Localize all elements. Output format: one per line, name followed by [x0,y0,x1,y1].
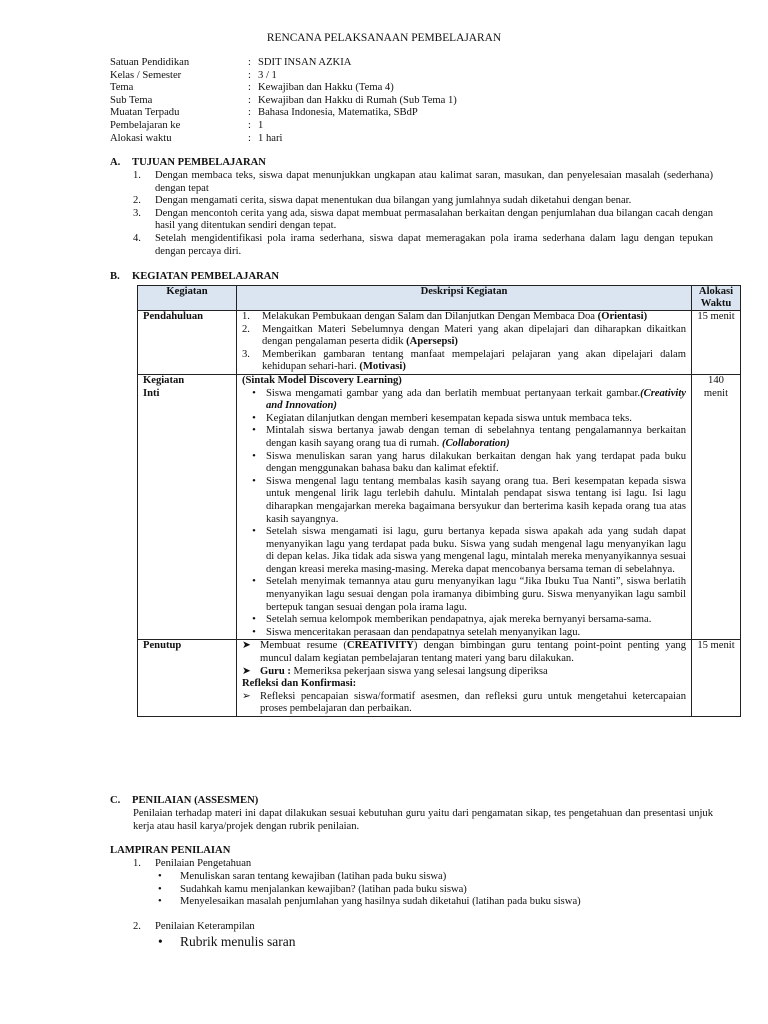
item-text: Memeriksa pekerjaan siswa yang selesai langsung diperiksa [290,665,548,677]
objective-item [133,233,713,258]
sub-label: Penilaian Keterampilan [155,921,255,932]
item-number: 2. [242,323,250,335]
list-item: • Setelah semua kelompok memberikan pendapatnya, ajak mereka bernyanyi bersama-sama. [252,614,652,626]
item-text: Dengan mengamati cerita, siswa dapat menentukan dua bilangan yang jumlahnya sudah diketahui dengan benar. [155,195,632,207]
item-text: Rubrik menulis saran [180,934,296,949]
list-item: • Setelah menyimak temannya atau guru menyanyikan lagu “Jika Ibuku Tua Nanti”, siswa berlatih menyanyikan lagu sesuai dengan pola iramanya dibimbing guru. Siswa menyanyikan lagu sambil bertepuk tangan sesuai dengan pola irama lagu. [252,576,686,613]
item-tag: Guru : [260,665,291,677]
item-text: Siswa menuliskan saran yang harus dilakukan berkaitan dengan hak yang terdapat pada buku dengan menggunakan bahasa baku dan kalimat efektif. [266,450,686,475]
pendahuluan-description [237,311,692,375]
item-text: Dengan membaca teks, siswa dapat menunjukkan ungkapan atau kalimat saran, masukan, dan penyelesaian masalah (sederhana) dengan tepat [155,170,713,194]
identity-value: 1 [258,119,264,131]
item-text: Refleksi pencapaian siswa/formatif asesmen, dan refleksi guru untuk mengetahui ketercapaian proses pembelajaran dan perbaikan. [260,690,686,715]
item-number: 1. [133,170,141,181]
objective-item [133,170,713,195]
list-item: • Siswa menceritakan perasaan dan pendapatnya setelah menyanyikan lagu. [252,626,581,638]
objective-item [133,208,713,233]
identity-label: Alokasi waktu [110,132,172,144]
list-item: • Sudahkah kamu menjalankan kewajiban? (latihan pada buku siswa) [158,883,467,895]
arrow-icon: ➤ [242,665,251,677]
item-text: Kegiatan dilanjutkan dengan memberi kesempatan kepada siswa untuk membaca teks. [266,412,632,424]
item-text: Sudahkah kamu menjalankan kewajiban? (latihan pada buku siswa) [180,883,467,895]
list-item: • Rubrik menulis saran [158,934,296,949]
item-number: 4. [133,232,141,244]
section-letter: C. [110,795,121,806]
item-tag: (Orientasi) [597,311,648,322]
inti-heading: (Sintak Model Discovery Learning) [242,374,402,386]
identity-block [110,57,457,145]
item-number: 3. [133,207,141,219]
item-text: Siswa mengamati gambar yang ada dan berlatih membuat pertanyaan terkait gambar. [266,387,641,399]
identity-row: Tema : Kewajiban dan Hakku (Tema 4) [110,82,394,94]
section-a-heading [110,157,266,170]
item-text: Siswa menceritakan perasaan dan pendapatnya setelah menyanyikan lagu. [266,626,581,638]
list-item [242,349,686,374]
arrow-outline-icon: ➢ [242,690,251,702]
item-text: Melakukan Pembukaan dengan Salam dan Dilanjutkan Dengan Membaca Doa [262,311,598,322]
item-text: Memberikan gambaran tentang manfaat mempelajari pelajaran yang akan dipelajari dalam kehidupan sehari-hari. [262,348,686,373]
item-text: Setelah mengidentifikasi pola irama sederhana, siswa dapat memeragakan pola irama sederhana dalam lagu dengan tepukan dengan percaya diri. [155,232,713,257]
lampiran-sub-1 [133,858,251,871]
phase-label: Inti [143,387,160,399]
list-item: • Menuliskan saran tentang kewajiban (latihan pada buku siswa) [158,871,447,882]
identity-label: Pembelajaran ke [110,119,181,131]
header-kegiatan: Kegiatan [138,286,237,311]
item-text: ) dengan bimbingan guru tentang point-point penting yang muncul dalam kegiatan pembelajaran tentang materi yang baru dilakukan. [260,640,686,665]
list-item [242,691,686,716]
identity-value: Bahasa Indonesia, Matematika, SBdP [258,107,418,119]
table-header-row [138,286,741,311]
item-text: Mintalah siswa bertanya jawab dengan teman di sebelahnya tentang pengalamannya berkaitan dengan kasih sayang orang tua di rumah. [266,425,686,449]
identity-label: Muatan Terpadu [110,107,180,119]
inti-description [237,374,692,639]
item-text: Setelah siswa mengamati isi lagu, guru bertanya kepada siswa apakah ada yang sudah dapat menyanyikan lagu yang terdapat pada buku. Siswa yang sudah mengenal lagu menyanyikan lagu di depan kelas. Jika tidak ada siswa yang mengenal lagu, mintalah mereka menyanyikannya sesuai dengan kreasi mereka masing-masing. Mereka dapat mencobanya bersama teman di sebelahnya. [266,526,686,575]
list-item: • Siswa mengenal lagu tentang membalas kasih sayang orang tua. Beri kesempatan kepada siswa untuk mengenal lirik lagu terlebih dahulu. Mintalah pendapat siswa tentang isi lagu. Isi lagu diharapkan mengajarkan mereka bagaimana bersyukur dan berterima kasih kepada orang tua atas kasih sayangnya. [252,475,686,525]
refleksi-heading: Refleksi dan Konfirmasi: [242,678,357,690]
item-tag: CREATIVITY [346,640,414,652]
identity-label: Satuan Pendidikan [110,57,190,68]
list-item: • Setelah siswa mengamati isi lagu, guru bertanya kepada siswa apakah ada yang sudah dapat menyanyikan lagu yang terdapat pada buku. Siswa yang sudah mengenal lagu menyanyikan lagu di depan kelas. Jika tidak ada siswa yang mengenal lagu, mintalah mereka menyanyikannya sesuai dengan kreasi mereka masing-masing. Mereka dapat mencobanya bersama teman di sebelahnya. [252,526,686,575]
identity-label: Kelas / Semester [110,69,182,81]
item-text: Siswa mengenal lagu tentang membalas kasih sayang orang tua. Beri kesempatan kepada siswa untuk mengenal lirik lagu terlebih dahulu. Mintalah pendapat siswa tentang isi lagu. Isi lagu diharapkan mengajarkan mereka bagaimana bersyukur dan berterima kasih kepada orang tua atas kasih sayangnya. [266,475,686,525]
keterampilan-list [158,934,295,950]
list-item [242,666,686,679]
section-title: KEGIATAN PEMBELAJARAN [132,271,280,282]
objective-item [133,195,713,208]
item-text: Setelah semua kelompok memberikan pendapatnya, ajak mereka bernyanyi bersama-sama. [266,614,652,626]
section-letter: A. [110,157,121,168]
list-item: • Siswa menuliskan saran yang harus dilakukan berkaitan dengan hak yang terdapat pada buku dengan menggunakan bahasa baku dan kalimat efektif. [252,450,686,475]
identity-row: Muatan Terpadu : Bahasa Indonesia, Matematika, SBdP [110,107,418,119]
item-text: Setelah menyimak temannya atau guru menyanyikan lagu “Jika Ibuku Tua Nanti”, siswa berlatih menyanyikan lagu sesuai dengan pola iramanya dibimbing guru. Siswa menyanyikan lagu sambil bertepuk tangan sesuai dengan pola irama lagu. [266,576,686,613]
item-tag: (Creativity and Innovation) [266,387,686,412]
list-item [242,324,686,349]
lampiran-sub-2 [133,921,255,934]
item-tag: (Motivasi) [359,361,406,373]
sub-label: Penilaian Pengetahuan [155,858,252,869]
header-alokasi: Alokasi Waktu [692,286,741,311]
item-number: 3. [242,348,250,360]
assessment-paragraph: Penilaian terhadap materi ini dapat dilakukan sesuai kebutuhan guru yaitu dari pengamatan sikap, tes pengetahuan dan presentasi unjuk kerja atau hasil karya/projek dengan rubrik penilaian. [133,808,713,832]
phase-pendahuluan: Pendahuluan [138,311,237,375]
arrow-icon: ➤ [242,640,251,652]
identity-value: SDIT INSAN AZKIA [258,57,352,68]
list-item [242,640,686,665]
section-title: TUJUAN PEMBELAJARAN [132,157,266,168]
penutup-description [237,640,692,717]
section-c-heading [110,795,258,808]
list-item: • Siswa mengamati gambar yang ada dan berlatih membuat pertanyaan terkait gambar.(Creativity and Innovation) [252,387,686,412]
identity-row: Satuan Pendidikan : SDIT INSAN AZKIA [110,57,352,68]
item-number: 2. [133,921,141,932]
table-row [138,311,741,375]
identity-label: Tema [110,82,134,94]
item-text: Menuliskan saran tentang kewajiban (latihan pada buku siswa) [180,871,447,882]
identity-row: Pembelajaran ke : 1 [110,119,264,131]
phase-label: Kegiatan [143,374,185,386]
identity-row: Sub Tema : Kewajiban dan Hakku di Rumah (Sub Tema 1) [110,94,457,106]
identity-row: Alokasi waktu : 1 hari [110,132,283,144]
table-row [138,640,741,717]
time-penutup: 15 menit [692,640,741,717]
pengetahuan-list [158,871,581,909]
item-text: Menyelesaikan masalah penjumlahan yang hasilnya sudah diketahui (latihan pada buku siswa) [180,896,581,908]
identity-value: 1 hari [258,132,283,144]
list-item: • Menyelesaikan masalah penjumlahan yang hasilnya sudah diketahui (latihan pada buku siswa) [158,896,581,908]
identity-value: Kewajiban dan Hakku di Rumah (Sub Tema 1) [258,94,457,106]
identity-value: 3 / 1 [258,69,277,81]
section-b-heading [110,271,279,284]
objectives-list [133,170,713,258]
item-text: Dengan mencontoh cerita yang ada, siswa dapat membuat permasalahan berkaitan dengan penjumlahan dua bilangan cacah dengan hasil yang ditentukan sendiri dengan tepat. [155,207,713,232]
time-inti: 140 menit [692,374,741,639]
list-item: • Mintalah siswa bertanya jawab dengan teman di sebelahnya tentang pengalamannya berkaitan dengan kasih sayang orang tua di rumah. (Collaboration) [252,425,686,449]
identity-value: Kewajiban dan Hakku (Tema 4) [258,82,394,94]
document-title: RENCANA PELAKSANAAN PEMBELAJARAN [266,32,502,44]
lampiran-title: LAMPIRAN PENILAIAN [110,845,231,856]
phase-inti [138,374,237,639]
item-text: Mengaitkan Materi Sebelumnya dengan Materi yang akan dipelajari dan diharapkan dikaitkan dengan pengalaman peserta didik [262,323,686,348]
identity-row: Kelas / Semester : 3 / 1 [110,69,277,81]
list-item [242,311,686,324]
item-number: 1. [242,311,250,322]
section-letter: B. [110,271,120,282]
header-deskripsi: Deskripsi Kegiatan [237,286,692,311]
item-number: 2. [133,195,141,207]
phase-penutup: Penutup [138,640,237,717]
table-row [138,374,741,639]
activities-table [137,285,741,717]
item-number: 1. [133,858,141,869]
section-title: PENILAIAN (ASSESMEN) [132,795,259,806]
item-tag: (Apersepsi) [406,336,458,348]
list-item: • Kegiatan dilanjutkan dengan memberi kesempatan kepada siswa untuk membaca teks. [252,412,632,424]
identity-label: Sub Tema [110,94,153,106]
time-pendahuluan: 15 menit [692,311,741,375]
item-text: Membuat resume ( [260,640,347,652]
item-tag: (Collaboration) [441,437,510,449]
